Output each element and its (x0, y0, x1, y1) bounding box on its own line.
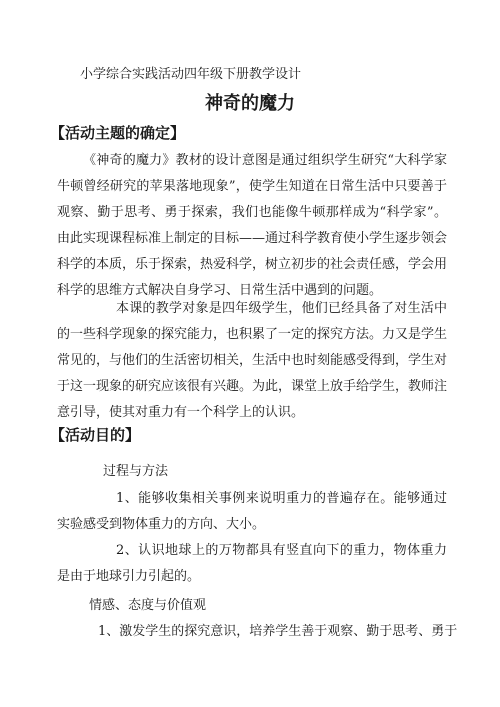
paragraph-design-intent: 《神奇的魔力》教材的设计意图是通过组织学生研究“大科学家牛顿曾经研究的苹果落地现象”，使学生知道在日常生活中只要善于观察、勤于思考、勇于探索，我们也能像牛顿那样成为“科学家”。由此实现课程标准上制定的目标——通过科学教育使小学生逐步领会科学的本质，乐于探索，热爱科学，树立初步的社会责任感，学会用科学的思维方式解决自身学习、日常生活中遇到的问题。 (57, 153, 448, 298)
goal-category-process: 过程与方法 (103, 464, 169, 479)
paragraph-teaching-object: 本课的教学对象是四年级学生，他们已经具备了对生活中的一些科学现象的探究能力，也积累了一定的探究方法。力又是学生常见的，与他们的生活密切相关，生活中也时刻能感受得到，学生对于这一现象的研究应该很有兴趣。为此，课堂上放手给学生，教师注意引导，使其对重力有一个科学上的认识。 (57, 301, 448, 420)
goal-category-attitude: 情感、态度与价值观 (89, 598, 207, 613)
section-heading-topic: 【活动主题的确定】 (50, 124, 186, 142)
goal-item-1: 1、能够收集相关事例来说明重力的普遍存在。能够通过实验感受到物体重力的方向、大小。 (57, 491, 447, 532)
goal-item-2: 2、认识地球上的万物都具有竖直向下的重力，物体重力是由于地球引力引起的。 (57, 543, 447, 584)
section-heading-goals: 【活动目的】 (50, 426, 141, 444)
document-title: 神奇的魔力 (205, 93, 295, 114)
goal-item-3: 1、激发学生的探究意识，培养学生善于观察、勤于思考、勇于 (98, 624, 458, 639)
document-subtitle: 小学综合实践活动四年级下册教学设计 (80, 67, 302, 82)
